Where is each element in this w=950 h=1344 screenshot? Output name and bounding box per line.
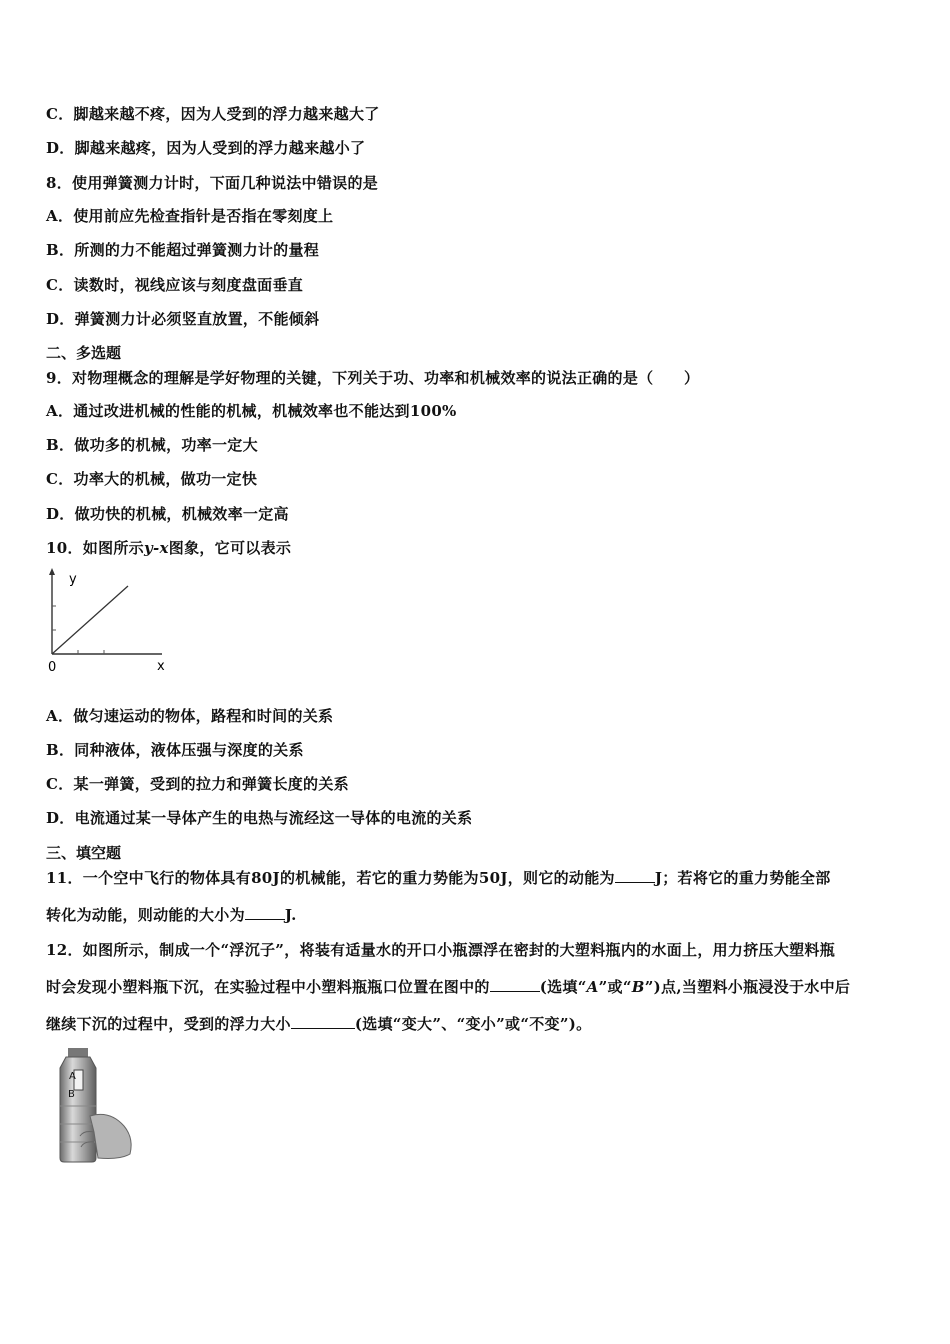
q12-text-2: (选填“ (539, 978, 587, 996)
q12-text-3: ”或“ (598, 978, 632, 996)
q9-option-c: C．功率大的机械，做功一定快 (46, 470, 258, 488)
q10-yx-graph (44, 566, 174, 678)
q12-option-a-label: A (586, 978, 599, 996)
q12-line2 (46, 976, 850, 997)
q8-stem: 8．使用弹簧测力计时，下面几种说法中错误的是 (46, 174, 379, 192)
figure-label-b: B (68, 1089, 75, 1100)
q10-stem-variable: y-x (143, 539, 169, 557)
q9-option-b: B．做功多的机械，功率一定大 (46, 436, 258, 454)
q12-line1: 12．如图所示，制成一个“浮沉子”，将装有适量水的开口小瓶漂浮在密封的大塑料瓶内的水面上，用力挤压大塑料瓶 (46, 941, 836, 959)
q11-text-2: J；若将它的重力势能全部 (654, 869, 831, 887)
graph-y-label: y (69, 572, 77, 587)
q12-option-b-label: B (631, 978, 645, 996)
q10-option-c: C．某一弹簧，受到的拉力和弹簧长度的关系 (46, 775, 349, 793)
graph-origin-label: 0 (48, 660, 57, 675)
q8-option-c: C．读数时，视线应该与刻度盘面垂直 (46, 276, 304, 294)
q11-text-3: 转化为动能，则动能的大小为 (46, 906, 245, 924)
q10-stem-prefix: 10．如图所示 (46, 539, 144, 557)
q9-option-a: A．通过改进机械的性能的机械，机械效率也不能达到100% (46, 402, 457, 420)
q8-option-b: B．所测的力不能超过弹簧测力计的量程 (46, 241, 320, 259)
q8-option-d: D．弹簧测力计必须竖直放置，不能倾斜 (46, 310, 320, 328)
q7-option-c: C．脚越来越不疼，因为人受到的浮力越来越大了 (46, 105, 380, 123)
graph-x-label: x (157, 659, 165, 674)
q12-line3 (46, 1013, 591, 1034)
q8-option-a: A．使用前应先检查指针是否指在零刻度上 (46, 207, 334, 225)
q12-text-5: 继续下沉的过程中，受到的浮力大小 (46, 1015, 291, 1033)
q12-blank-buoyancy[interactable] (291, 1014, 355, 1029)
q12-cartesian-diver-figure (54, 1046, 138, 1164)
q11-blank-converted-energy[interactable] (245, 905, 285, 920)
q10-stem (46, 537, 291, 558)
figure-label-a: A (69, 1071, 76, 1082)
q12-text-1: 时会发现小塑料瓶下沉，在实验过程中小塑料瓶瓶口位置在图中的 (46, 978, 490, 996)
q10-option-a: A．做匀速运动的物体，路程和时间的关系 (46, 707, 334, 725)
graph-line (52, 586, 128, 654)
q12-text-6: (选填“变大”、“变小”或“不变”)。 (354, 1015, 592, 1033)
q11-text-1: 11．一个空中飞行的物体具有80J的机械能，若它的重力势能为50J，则它的动能为 (46, 869, 615, 887)
q9-stem: 9．对物理概念的理解是学好物理的关键，下列关于功、功率和机械效率的说法正确的是（ ） (46, 369, 700, 387)
bottle-cap (68, 1048, 88, 1057)
q9-option-d: D．做功快的机械，机械效率一定高 (46, 505, 289, 523)
section-heading-multiple-choice: 二、多选题 (46, 344, 122, 362)
q7-option-d: D．脚越来越疼，因为人受到的浮力越来越小了 (46, 139, 366, 157)
q11-text-4: J. (284, 906, 297, 924)
section-heading-fill-in: 三、填空题 (46, 844, 122, 862)
q12-text-4: ”)点,当塑料小瓶浸没于水中后 (644, 978, 851, 996)
q10-option-d: D．电流通过某一导体产生的电热与流经这一导体的电流的关系 (46, 809, 473, 827)
q11-line1 (46, 867, 831, 888)
graph-y-arrow (49, 568, 55, 575)
q11-line2 (46, 904, 297, 925)
q12-blank-position[interactable] (490, 977, 540, 992)
q11-blank-kinetic-energy[interactable] (615, 868, 655, 883)
q10-option-b: B．同种液体，液体压强与深度的关系 (46, 741, 304, 759)
q10-stem-suffix: 图象，它可以表示 (168, 539, 292, 557)
